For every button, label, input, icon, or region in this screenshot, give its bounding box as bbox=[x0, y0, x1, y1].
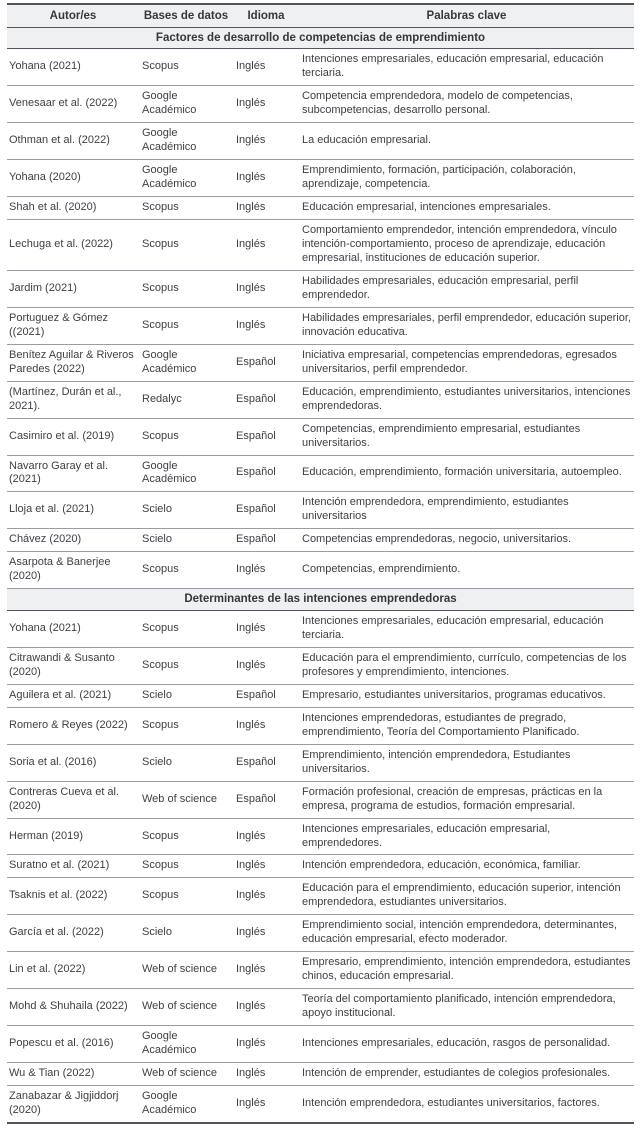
table-row bbox=[7, 418, 634, 455]
cell-base-de-datos: Scopus bbox=[139, 647, 233, 684]
cell-autor: Suratno et al. (2021) bbox=[7, 855, 139, 878]
cell-idioma: Español bbox=[233, 684, 299, 707]
cell-palabras-clave: Educación, emprendimiento, estudiantes universitarios, intenciones emprendedoras. bbox=[299, 381, 634, 418]
cell-idioma: Inglés bbox=[233, 647, 299, 684]
cell-base-de-datos: Scielo bbox=[139, 915, 233, 952]
cell-autor: Lin et al. (2022) bbox=[7, 952, 139, 989]
cell-palabras-clave: Iniciativa empresarial, competencias emprendedoras, egresados universitarios, perfil emprendedor. bbox=[299, 344, 634, 381]
cell-palabras-clave: Intención de emprender, estudiantes de colegios profesionales. bbox=[299, 1063, 634, 1086]
cell-palabras-clave: Intenciones emprendedoras, estudiantes de pregrado, emprendimiento, Teoría del Comportamiento Planificado. bbox=[299, 707, 634, 744]
cell-idioma: Español bbox=[233, 529, 299, 552]
cell-idioma: Inglés bbox=[233, 610, 299, 647]
cell-base-de-datos: Scopus bbox=[139, 196, 233, 219]
cell-base-de-datos: Scopus bbox=[139, 219, 233, 270]
table-row bbox=[7, 952, 634, 989]
section-header-row bbox=[7, 27, 634, 49]
cell-palabras-clave: Emprendimiento social, intención emprendedora, determinantes, educación empresarial, efecto moderador. bbox=[299, 915, 634, 952]
table-row bbox=[7, 381, 634, 418]
cell-palabras-clave: Comportamiento emprendedor, intención emprendedora, vínculo intención-comportamiento, proceso de aprendizaje, educación empresarial, instituciones de educación superior. bbox=[299, 219, 634, 270]
cell-autor: Casimiro et al. (2019) bbox=[7, 418, 139, 455]
cell-base-de-datos: Web of science bbox=[139, 781, 233, 818]
table-row bbox=[7, 781, 634, 818]
cell-autor: Popescu et al. (2016) bbox=[7, 1026, 139, 1063]
table-row bbox=[7, 818, 634, 855]
table-row bbox=[7, 492, 634, 529]
column-header-idioma: Idioma bbox=[233, 4, 299, 27]
cell-autor: Benítez Aguilar & Riveros Paredes (2022) bbox=[7, 344, 139, 381]
cell-base-de-datos: Scielo bbox=[139, 744, 233, 781]
cell-autor: Yohana (2021) bbox=[7, 610, 139, 647]
cell-autor: Portuguez & Gómez ((2021) bbox=[7, 307, 139, 344]
cell-palabras-clave: Emprendimiento, formación, participación, colaboración, aprendizaje, competencia. bbox=[299, 160, 634, 197]
table-row bbox=[7, 610, 634, 647]
cell-base-de-datos: Google Académico bbox=[139, 455, 233, 492]
cell-palabras-clave: Intenciones empresariales, educación empresarial, educación terciaria. bbox=[299, 49, 634, 86]
table-header-row bbox=[7, 4, 634, 27]
cell-autor: Aguilera et al. (2021) bbox=[7, 684, 139, 707]
literature-review-table bbox=[7, 3, 634, 1124]
table-row bbox=[7, 307, 634, 344]
cell-idioma: Inglés bbox=[233, 1063, 299, 1086]
table-row bbox=[7, 123, 634, 160]
cell-idioma: Español bbox=[233, 455, 299, 492]
cell-base-de-datos: Scopus bbox=[139, 552, 233, 589]
cell-autor: Romero & Reyes (2022) bbox=[7, 707, 139, 744]
cell-autor: Shah et al. (2020) bbox=[7, 196, 139, 219]
cell-palabras-clave: Formación profesional, creación de empresas, prácticas en la empresa, programa de estudios, formación empresarial. bbox=[299, 781, 634, 818]
cell-palabras-clave: Intención emprendedora, estudiantes universitarios, factores. bbox=[299, 1086, 634, 1123]
cell-base-de-datos: Google Académico bbox=[139, 86, 233, 123]
cell-palabras-clave: Intención emprendedora, educación, económica, familiar. bbox=[299, 855, 634, 878]
column-header-palabras-clave: Palabras clave bbox=[299, 4, 634, 27]
cell-palabras-clave: Competencias, emprendimiento. bbox=[299, 552, 634, 589]
cell-idioma: Inglés bbox=[233, 855, 299, 878]
cell-base-de-datos: Scopus bbox=[139, 878, 233, 915]
cell-base-de-datos: Scielo bbox=[139, 492, 233, 529]
cell-palabras-clave: Competencias emprendedoras, negocio, universitarios. bbox=[299, 529, 634, 552]
cell-idioma: Español bbox=[233, 344, 299, 381]
cell-idioma: Inglés bbox=[233, 878, 299, 915]
cell-idioma: Español bbox=[233, 492, 299, 529]
table-row bbox=[7, 219, 634, 270]
cell-idioma: Inglés bbox=[233, 307, 299, 344]
cell-palabras-clave: Empresario, emprendimiento, intención emprendedora, estudiantes chinos, educación empresarial. bbox=[299, 952, 634, 989]
cell-idioma: Inglés bbox=[233, 1086, 299, 1123]
table-row bbox=[7, 1086, 634, 1123]
cell-palabras-clave: Competencias, emprendimiento empresarial, estudiantes universitarios. bbox=[299, 418, 634, 455]
cell-idioma: Español bbox=[233, 418, 299, 455]
cell-palabras-clave: Intenciones empresariales, educación empresarial, emprendedores. bbox=[299, 818, 634, 855]
cell-idioma: Inglés bbox=[233, 952, 299, 989]
cell-idioma: Inglés bbox=[233, 123, 299, 160]
cell-palabras-clave: Teoría del comportamiento planificado, intención emprendedora, apoyo institucional. bbox=[299, 989, 634, 1026]
cell-autor: Mohd & Shuhaila (2022) bbox=[7, 989, 139, 1026]
table-row bbox=[7, 989, 634, 1026]
section-title: Determinantes de las intenciones emprendedoras bbox=[7, 589, 634, 611]
cell-base-de-datos: Google Académico bbox=[139, 1026, 233, 1063]
table-row bbox=[7, 915, 634, 952]
cell-autor: Citrawandi & Susanto (2020) bbox=[7, 647, 139, 684]
cell-palabras-clave: Empresario, estudiantes universitarios, programas educativos. bbox=[299, 684, 634, 707]
table-row bbox=[7, 647, 634, 684]
cell-autor: Soria et al. (2016) bbox=[7, 744, 139, 781]
column-header-bases-de-datos: Bases de datos bbox=[139, 4, 233, 27]
cell-idioma: Inglés bbox=[233, 49, 299, 86]
cell-autor: Lloja et al. (2021) bbox=[7, 492, 139, 529]
cell-palabras-clave: Intenciones empresariales, educación, rasgos de personalidad. bbox=[299, 1026, 634, 1063]
column-header-autores: Autor/es bbox=[7, 4, 139, 27]
cell-autor: Herman (2019) bbox=[7, 818, 139, 855]
cell-base-de-datos: Web of science bbox=[139, 1063, 233, 1086]
cell-idioma: Inglés bbox=[233, 86, 299, 123]
table-row bbox=[7, 270, 634, 307]
table-row bbox=[7, 160, 634, 197]
cell-palabras-clave: Competencia emprendedora, modelo de competencias, subcompetencias, desarrollo personal. bbox=[299, 86, 634, 123]
section-header-row bbox=[7, 589, 634, 611]
table-row bbox=[7, 552, 634, 589]
table-body bbox=[7, 27, 634, 1123]
cell-autor: García et al. (2022) bbox=[7, 915, 139, 952]
cell-base-de-datos: Web of science bbox=[139, 952, 233, 989]
table-row bbox=[7, 196, 634, 219]
cell-base-de-datos: Scopus bbox=[139, 49, 233, 86]
table-row bbox=[7, 455, 634, 492]
cell-base-de-datos: Google Académico bbox=[139, 344, 233, 381]
table-row bbox=[7, 529, 634, 552]
table-row bbox=[7, 744, 634, 781]
section-title: Factores de desarrollo de competencias de emprendimiento bbox=[7, 27, 634, 49]
table-row bbox=[7, 1063, 634, 1086]
cell-autor: Venesaar et al. (2022) bbox=[7, 86, 139, 123]
table-row bbox=[7, 49, 634, 86]
cell-autor: Yohana (2021) bbox=[7, 49, 139, 86]
cell-base-de-datos: Scielo bbox=[139, 529, 233, 552]
cell-base-de-datos: Scopus bbox=[139, 707, 233, 744]
cell-base-de-datos: Scopus bbox=[139, 818, 233, 855]
cell-palabras-clave: Habilidades empresariales, perfil emprendedor, educación superior, innovación educativa. bbox=[299, 307, 634, 344]
cell-base-de-datos: Redalyc bbox=[139, 381, 233, 418]
cell-base-de-datos: Scopus bbox=[139, 307, 233, 344]
cell-base-de-datos: Scopus bbox=[139, 855, 233, 878]
cell-base-de-datos: Web of science bbox=[139, 989, 233, 1026]
cell-idioma: Español bbox=[233, 381, 299, 418]
cell-autor: Yohana (2020) bbox=[7, 160, 139, 197]
table-row bbox=[7, 878, 634, 915]
cell-base-de-datos: Google Académico bbox=[139, 160, 233, 197]
cell-palabras-clave: Emprendimiento, intención emprendedora, Estudiantes universitarios. bbox=[299, 744, 634, 781]
table-row bbox=[7, 1026, 634, 1063]
cell-palabras-clave: Educación, emprendimiento, formación universitaria, autoempleo. bbox=[299, 455, 634, 492]
cell-palabras-clave: Intención emprendedora, emprendimiento, estudiantes universitarios bbox=[299, 492, 634, 529]
cell-idioma: Inglés bbox=[233, 160, 299, 197]
cell-idioma: Inglés bbox=[233, 915, 299, 952]
cell-autor: Zanabazar & Jigjiddorj (2020) bbox=[7, 1086, 139, 1123]
cell-autor: (Martínez, Durán et al., 2021). bbox=[7, 381, 139, 418]
cell-idioma: Inglés bbox=[233, 989, 299, 1026]
cell-idioma: Inglés bbox=[233, 707, 299, 744]
cell-base-de-datos: Google Académico bbox=[139, 123, 233, 160]
cell-palabras-clave: Educación para el emprendimiento, currículo, competencias de los profesores y emprendimiento, intenciones. bbox=[299, 647, 634, 684]
cell-autor: Chávez (2020) bbox=[7, 529, 139, 552]
cell-palabras-clave: Educación para el emprendimiento, educación superior, intención emprendedora, estudiantes universitarios. bbox=[299, 878, 634, 915]
cell-idioma: Inglés bbox=[233, 219, 299, 270]
table-row bbox=[7, 86, 634, 123]
cell-base-de-datos: Google Académico bbox=[139, 1086, 233, 1123]
cell-palabras-clave: Educación empresarial, intenciones empresariales. bbox=[299, 196, 634, 219]
cell-base-de-datos: Scopus bbox=[139, 270, 233, 307]
table-row bbox=[7, 855, 634, 878]
cell-palabras-clave: Habilidades empresariales, educación empresarial, perfil emprendedor. bbox=[299, 270, 634, 307]
table-row bbox=[7, 707, 634, 744]
cell-autor: Jardim (2021) bbox=[7, 270, 139, 307]
cell-idioma: Inglés bbox=[233, 270, 299, 307]
table-row bbox=[7, 684, 634, 707]
cell-base-de-datos: Scielo bbox=[139, 684, 233, 707]
table-row bbox=[7, 344, 634, 381]
cell-idioma: Español bbox=[233, 781, 299, 818]
cell-autor: Lechuga et al. (2022) bbox=[7, 219, 139, 270]
cell-autor: Tsaknis et al. (2022) bbox=[7, 878, 139, 915]
cell-idioma: Inglés bbox=[233, 1026, 299, 1063]
cell-base-de-datos: Scopus bbox=[139, 418, 233, 455]
cell-idioma: Inglés bbox=[233, 552, 299, 589]
cell-autor: Asarpota & Banerjee (2020) bbox=[7, 552, 139, 589]
cell-autor: Othman et al. (2022) bbox=[7, 123, 139, 160]
cell-idioma: Inglés bbox=[233, 818, 299, 855]
cell-autor: Navarro Garay et al. (2021) bbox=[7, 455, 139, 492]
cell-palabras-clave: La educación empresarial. bbox=[299, 123, 634, 160]
cell-palabras-clave: Intenciones empresariales, educación empresarial, educación terciaria. bbox=[299, 610, 634, 647]
cell-autor: Contreras Cueva et al. (2020) bbox=[7, 781, 139, 818]
cell-base-de-datos: Scopus bbox=[139, 610, 233, 647]
cell-idioma: Inglés bbox=[233, 196, 299, 219]
cell-autor: Wu & Tian (2022) bbox=[7, 1063, 139, 1086]
cell-idioma: Español bbox=[233, 744, 299, 781]
